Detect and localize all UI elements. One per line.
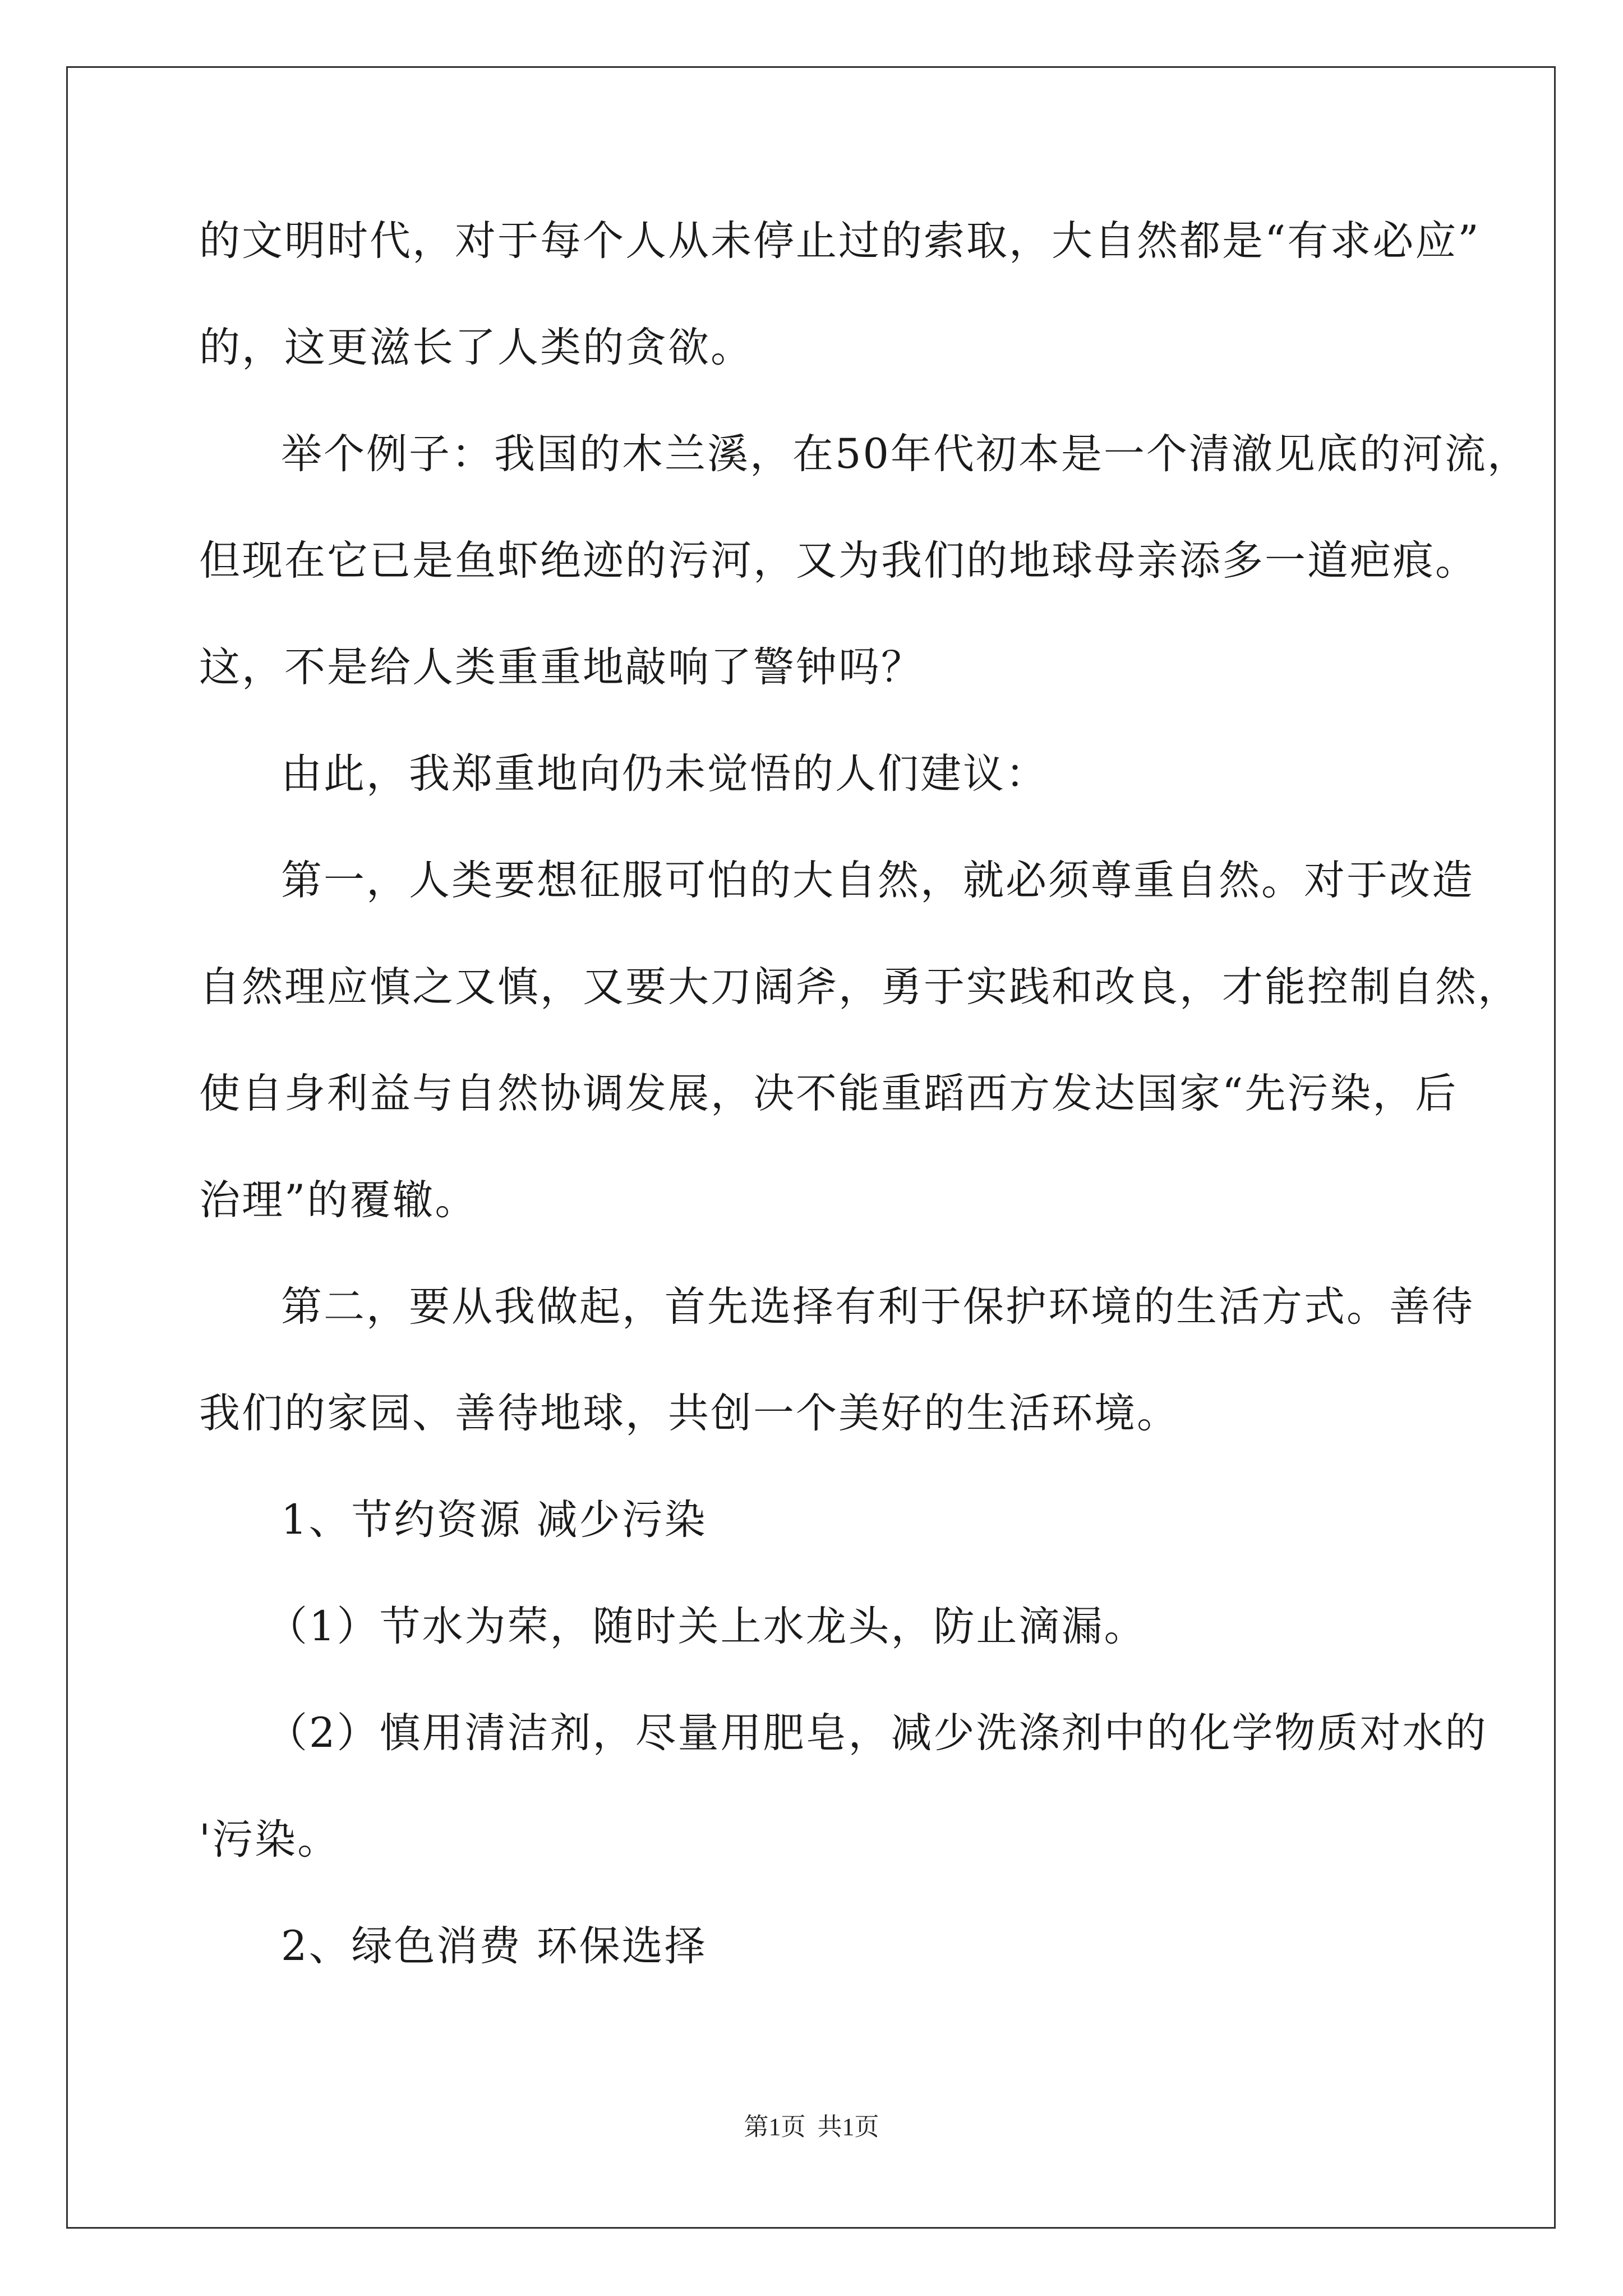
text-line: 自然理应慎之又慎，又要大刀阔斧，勇于实践和改良，才能控制自然， xyxy=(199,963,1520,1011)
text-line: 第一，人类要想征服可怕的大自然，就必须尊重自然。对于改造 xyxy=(281,857,1474,904)
text-line: 的文明时代，对于每个人从未停止过的索取，大自然都是“有求必应” xyxy=(199,217,1481,265)
list-item: （2）慎用清洁剂，尽量用肥皂，减少洗涤剂中的化学物质对水的 xyxy=(266,1709,1488,1757)
text-line: 举个例子：我国的木兰溪，在50年代初本是一个清澈见底的河流， xyxy=(281,430,1530,478)
text-line: 治理”的覆辙。 xyxy=(199,1176,478,1224)
text-line: 由此，我郑重地向仍未觉悟的人们建议： xyxy=(281,750,1048,798)
page-number-footer: 第1页 共1页 xyxy=(744,2113,879,2141)
text-line: 的，这更滋长了人类的贪欲。 xyxy=(199,324,753,371)
text-line: 使自身利益与自然协调发展，决不能重蹈西方发达国家“先污染，后 xyxy=(199,1070,1458,1117)
text-line: 但现在它已是鱼虾绝迹的污河，又为我们的地球母亲添多一道疤痕。 xyxy=(199,537,1478,585)
list-heading: 1、节约资源 减少污染 xyxy=(281,1496,707,1544)
list-heading: 2、绿色消费 环保选择 xyxy=(281,1922,707,1970)
text-line: 我们的家园、善待地球，共创一个美好的生活环境。 xyxy=(199,1389,1179,1437)
list-item: （1）节水为荣，随时关上水龙头，防止滴漏。 xyxy=(266,1603,1147,1650)
page-border xyxy=(66,66,1556,2229)
text-line: 这，不是给人类重重地敲响了警钟吗？ xyxy=(199,643,924,691)
text-line: '污染。 xyxy=(199,1816,340,1864)
text-line: 第二，要从我做起，首先选择有利于保护环境的生活方式。善待 xyxy=(281,1283,1474,1331)
